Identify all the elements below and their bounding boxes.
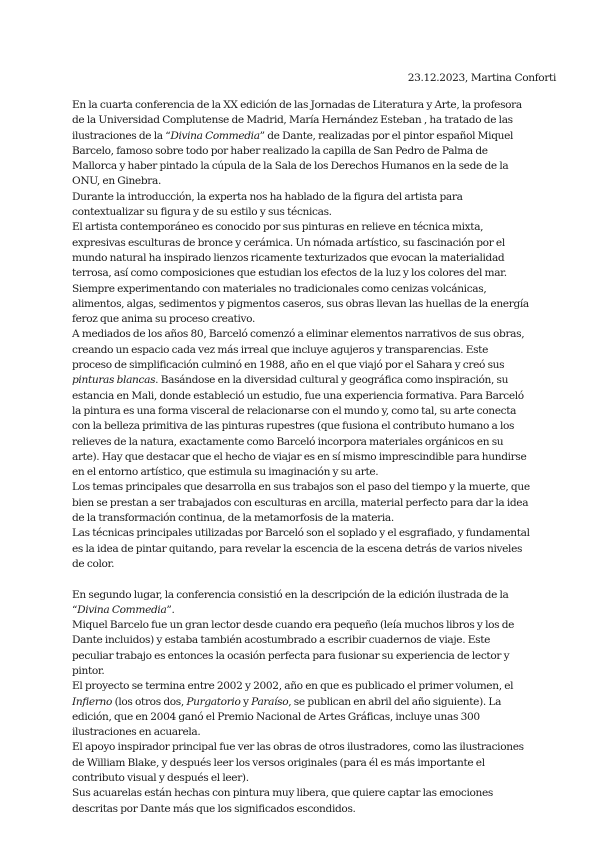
- paragraph-second-part: [72, 588, 530, 619]
- text-run: Sus acuarelas están hechas con pintura muy libera, que quiere captar las emociones descritas por Dante más que los significados escondidos.: [72, 787, 494, 815]
- italic-title: Paraíso: [251, 695, 289, 708]
- italic-title: Infierno: [72, 695, 113, 708]
- text-run: En segundo lugar, la conferencia consistió en la descripción de la edición ilustrada de la “: [72, 588, 509, 616]
- text-run: (los otros dos,: [112, 695, 187, 708]
- italic-term: pinturas blancas: [72, 374, 156, 387]
- paragraph-reader: [72, 618, 530, 679]
- italic-title: Divina Commedia: [170, 129, 260, 142]
- text-run: ”.: [166, 603, 175, 616]
- paragraph-gap: [72, 572, 530, 587]
- document-body: [72, 98, 530, 817]
- text-run: En la cuarta conferencia de la XX edición de las Jornadas de Literatura y Arte, la profesora de la Universidad Complutense de Madrid, María Hernández Esteban , ha tratado de las ilustraciones de la “: [72, 99, 522, 142]
- paragraph-watercolors: [72, 786, 530, 817]
- paragraph-project: [72, 679, 530, 740]
- text-run: Los temas principales que desarrolla en sus trabajos son el paso del tiempo y la muerte, que bien se prestan a ser trabajados con esculturas en arcilla, material perfecto para dar la idea de la transformación continua, de la metamorfosis de la materia.: [72, 481, 530, 525]
- text-run: ” de Dante, realizadas por el pintor español Miquel Barcelo, famoso sobre todo por haber realizado la capilla de San Pedro de Palma de Mallorca y haber pintado la cúpula de la Sala de los Derechos Humanos en la sede de la ONU, en Ginebra.: [72, 129, 514, 188]
- paragraph-introduction: [72, 190, 530, 221]
- paragraph-inspiration: [72, 740, 530, 786]
- paragraph-eighties: [72, 327, 530, 480]
- text-run: Durante la introducción, la experta nos ha hablado de la figura del artista para contextualizar su figura y de su estilo y sus técnicas.: [72, 190, 463, 219]
- italic-title: Purgatorio: [186, 695, 241, 708]
- text-run: A mediados de los años 80, Barceló comenzó a eliminar elementos narrativos de sus obras, creando un espacio cada vez más irreal que incluye agujeros y transparencias. Este proceso de simplificación culminó en 1988, año en el que viajó por el Sahara y creó sus: [72, 328, 525, 372]
- date-author-line: 23.12.2023, Martina Conforti: [407, 72, 556, 84]
- paragraph-artist: [72, 220, 530, 327]
- text-run: El artista contemporáneo es conocido por sus pinturas en relieve en técnica mixta, expresivas esculturas de bronce y cerámica. Un nómada artístico, su fascinación por el mundo natural ha inspirado lienzos ricamente texturizados que evocan la materialidad terrosa, así como composiciones que estudian los efectos de la luz y los colores del mar. Siempre experimentando con materiales no tradicionales como cenizas volcánicas, alimentos, algas, sedimentos y pigmentos caseros, sus obras llevan las huellas de la energía feroz que anima su proceso creativo.: [72, 221, 529, 326]
- text-run: y: [240, 695, 252, 708]
- text-run: . Basándose en la diversidad cultural y geográfica como inspiración, su estancia en Mali, donde estableció un estudio, fue una experiencia formativa. Para Barceló la pintura es una forma visceral de relacionarse con el mundo y, como tal, su arte conecta con la belleza primitiva de las pinturas rupestres (que fusiona el contributo humano a los relieves de la natura, exactamente como Barceló incorpora materiales orgánicos en su arte). Hay que destacar que el hecho de viajar es en sí mismo imprescindible para hundirse en el entorno artístico, que estimula su imaginación y su arte.: [72, 374, 527, 479]
- paragraph-themes: [72, 480, 530, 526]
- text-run: , se publican en abril del año siguiente). La edición, que en 2004 ganó el Premio Nacional de Artes Gráficas, incluye unas 300 ilustraciones en acuarela.: [72, 695, 502, 739]
- text-run: Las técnicas principales utilizadas por Barceló son el soplado y el esgrafiado, y fundamental es la idea de pintar quitando, para revelar la escencia de la escena detrás de varios niveles de color.: [72, 527, 530, 570]
- paragraph-techniques: [72, 526, 530, 572]
- text-run: El apoyo inspirador principal fue ver las obras de otros ilustradores, como las ilustraciones de William Blake, y después leer los versos originales (para él es más importante el contributo visual y después el leer).: [72, 741, 524, 785]
- text-run: El proyecto se termina entre 2002 y 2002, año en que es publicado el primer volumen, el: [72, 680, 514, 693]
- paragraph-intro: [72, 98, 530, 190]
- italic-title: Divina Commedia: [77, 603, 167, 616]
- text-run: Miquel Barcelo fue un gran lector desde cuando era pequeño (leía muchos libros y los de Dante incluidos) y estaba también acostumbrado a escribir cuadernos de viaje. Este peculiar trabajo es entonces la ocasión perfecta para fusionar su experiencia de lector y pintor.: [72, 619, 515, 677]
